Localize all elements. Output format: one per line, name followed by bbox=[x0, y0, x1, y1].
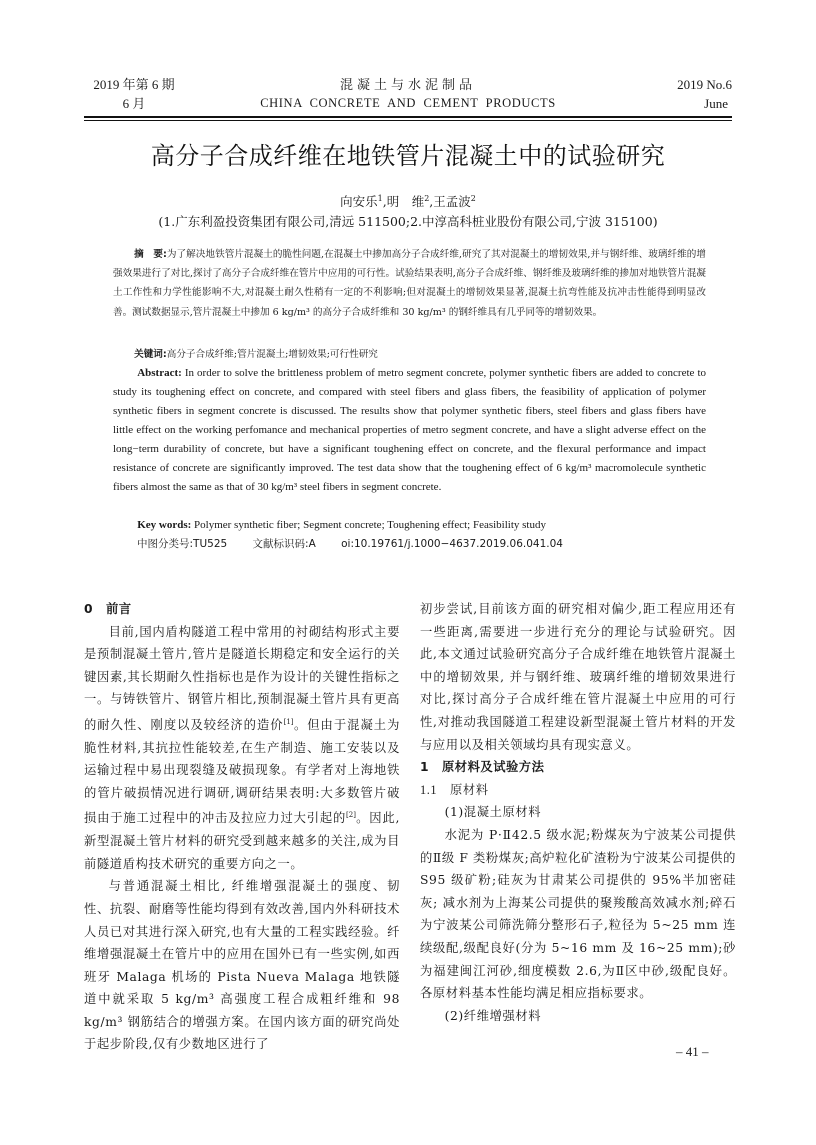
classification-line bbox=[137, 535, 730, 554]
issue-month: 6 月 bbox=[122, 96, 146, 111]
header-rule-thick bbox=[84, 116, 732, 118]
issue-year-number: 2019 年第 6 期 bbox=[93, 77, 175, 92]
document-code: 文献标识码:A bbox=[252, 538, 316, 550]
keywords-en-text: Polymer synthetic fiber; Segment concrete; Toughening effect; Feasibility study bbox=[194, 519, 546, 531]
abstract-cn-label: 摘 要: bbox=[134, 249, 167, 260]
author-affil-mark: 1 bbox=[377, 194, 383, 203]
author-name: 明 维 bbox=[386, 194, 425, 210]
subsection-heading bbox=[420, 779, 736, 802]
abstract-en-label: Abstract: bbox=[137, 367, 182, 379]
keywords-en bbox=[113, 516, 706, 535]
section-number: 1 bbox=[420, 760, 430, 775]
author-list bbox=[0, 190, 816, 211]
author bbox=[387, 194, 430, 209]
page-number: – 41 – bbox=[676, 1044, 709, 1059]
subsection-title: 原材料 bbox=[450, 782, 489, 797]
affiliations: (1.广东利盈投资集团有限公司,清远 511500;2.中淳高科桩业股份有限公司,宁波 315100) bbox=[158, 214, 658, 229]
paragraph-text: 。但由于混凝土为脆性材料,其抗拉性能较差,在生产制造、施工安装以及运输过程中易出现裂缝及破损现象。有学者对上海地铁的管片破损情况进行调研,调研结果表明:大多数管片破损由于施工过程中的冲击及拉应力过大引起的 bbox=[84, 718, 400, 826]
citation[interactable]: [1] bbox=[283, 717, 294, 726]
journal-name-en bbox=[204, 94, 612, 113]
author-affil-mark: 2 bbox=[470, 194, 476, 203]
keywords-cn bbox=[113, 345, 706, 364]
section-heading bbox=[420, 756, 736, 779]
paragraph-text: 。因此,新型混凝土管片材料的研究受到越来越多的关注,成为目前隧道盾构技术研究的重要方向之一。 bbox=[84, 811, 400, 871]
paragraph bbox=[84, 621, 400, 876]
abstract-en-text: In order to solve the brittleness problem of metro segment concrete, polymer synthetic fibers are added to concrete to study its toughening effect on concrete, and compared with steel fibers and glass fibers, the feasibility of application of polymer synthetic fibers in segment concrete is discussed. The results show that polymer synthetic fibers, steel fibers and glass fibers have little effect on the working perfomance and mechanical properties of metro segment concrete, and have a slight adverse effect on the long−term durability of concrete, but have a significant toughening effect on concrete, and the flexural performance and impact resistance of concrete are significantly improved. The test data show that the toughening effect of 6 kg/m³ macromolecule synthetic fibers almost the same as that of 30 kg/m³ steel fibers in segment concrete. bbox=[113, 367, 707, 493]
author-affil-mark: 2 bbox=[424, 194, 430, 203]
author bbox=[340, 194, 383, 209]
paragraph-text: 目前,国内盾构隧道工程中常用的衬砌结构形式主要是预制混凝土管片,管片是隧道长期稳定和安全运行的关键因素,其长期耐久性指标也是作为设计的关键性指标之一。与铸铁管片、钢管片相比,预制混凝土管片具有更高的耐久性、刚度以及较经济的造价 bbox=[84, 624, 400, 733]
section-number: 0 bbox=[84, 602, 94, 616]
abstract-en bbox=[113, 364, 706, 497]
author-separator: , bbox=[429, 194, 434, 210]
abstract-cn bbox=[113, 245, 706, 322]
subsection-number: 1.1 bbox=[420, 782, 438, 797]
issue-info-cn bbox=[84, 75, 184, 113]
clc-number: 中图分类号:TU525 bbox=[137, 538, 228, 550]
author bbox=[433, 194, 476, 209]
sub-item-heading: (2)纤维增强材料 bbox=[444, 1008, 542, 1023]
section-title: 前言 bbox=[106, 602, 132, 616]
author-name: 向安乐 bbox=[340, 194, 378, 210]
doi: oi:10.19761/j.1000−4637.2019.06.041.04 bbox=[341, 538, 563, 550]
sub-item-heading: (1)混凝土原材料 bbox=[444, 805, 542, 820]
abstract-cn-text: 为了解决地铁管片混凝土的脆性问题,在混凝土中掺加高分子合成纤维,研究了其对混凝土的增韧效果,并与钢纤维、玻璃纤维的增强效果进行了对比,探讨了高分子合成纤维在管片中应用的可行性。试验结果表明,高分子合成纤维、钢纤维及玻璃纤维的掺加对地铁管片混凝土工作性和力学性能影响不大,对混凝土耐久性稍有一定的不利影响;但对混凝土的增韧效果显著,混凝土抗弯性能及抗冲击性能得到明显改善。测试数据显示,管片混凝土中掺加 6 kg/m³ 的高分子合成纤维和 30 kg/m³ 的钢纤维具有几乎同等的增韧效果。 bbox=[113, 249, 706, 318]
journal-name-cn: 混凝土与水泥制品 bbox=[339, 77, 476, 92]
paragraph: 水泥为 P·Ⅱ42.5 级水泥;粉煤灰为宁波某公司提供的Ⅱ级 F 类粉煤灰;高炉粒化矿渣粉为宁波某公司提供的 S95 级矿粉;硅灰为甘肃某公司提供的 95%半加密硅灰; 减水剂为上海某公司提供的聚羧酸高效减水剂;碎石为宁波某公司筛洗筛分整形石子,粒径为 5~25 mm 连续级配,级配良好(分为 5~16 mm 及 16~25 mm);砂为福建闽江河砂,细度模数 2.6,为Ⅱ区中砂,级配良好。各原材料基本性能均满足相应指标要求。 bbox=[420, 827, 736, 1001]
paragraph-continued: 初步尝试,目前该方面的研究相对偏少,距工程应用还有一些距离,需要进一步进行充分的理论与试验研究。因此,本文通过试验研究高分子合成纤维在地铁管片混凝土中的增韧效果, 并与钢纤维、玻璃纤维的增韧效果进行对比,探讨高分子合成纤维在管片混凝土中应用的可行性,对推动我国隧道工程建设新型混凝土管片材料的开发与应用以及相关领域均具有现实意义。 bbox=[420, 602, 736, 752]
issue-month-en: June bbox=[704, 96, 728, 111]
issue-info-en bbox=[632, 75, 732, 113]
citation[interactable]: [2] bbox=[346, 811, 356, 820]
body-column-right bbox=[420, 598, 736, 1027]
body-column-left bbox=[84, 598, 400, 1056]
paragraph: 与普通混凝土相比, 纤维增强混凝土的强度、韧性、抗裂、耐磨等性能均得到有效改善,国内外科研技术人员已对其进行深入研究,也有大量的工程实践经验。纤维增强混凝土在管片中的应用在国外已有一些实例,如西班牙 Malaga 机场的 Pista Nueva Malaga 地铁隧道中就采取 5 kg/m³ 高强度工程合成粗纤维和 98 kg/m³ 钢筋结合的增强方案。在国内该方面的研究尚处于起步阶段,仅有少数地区进行了 bbox=[84, 879, 400, 1052]
keywords-cn-label: 关键词: bbox=[134, 349, 167, 360]
journal-name bbox=[204, 75, 612, 113]
journal-name-en-text: CHINA CONCRETE AND CEMENT PRODUCTS bbox=[260, 96, 556, 110]
author-name: 王孟波 bbox=[433, 194, 471, 210]
running-header bbox=[84, 75, 732, 115]
section-title: 原材料及试验方法 bbox=[442, 760, 545, 775]
paper-title: 高分子合成纤维在地铁管片混凝土中的试验研究 bbox=[150, 142, 666, 170]
header-rule-thin bbox=[84, 120, 732, 121]
author-separator: , bbox=[382, 194, 387, 210]
keywords-en-label: Key words: bbox=[137, 519, 192, 531]
section-heading bbox=[84, 598, 400, 621]
keywords-cn-text: 高分子合成纤维;管片混凝土;增韧效果;可行性研究 bbox=[166, 349, 378, 360]
issue-year-number-en: 2019 No.6 bbox=[677, 77, 732, 92]
